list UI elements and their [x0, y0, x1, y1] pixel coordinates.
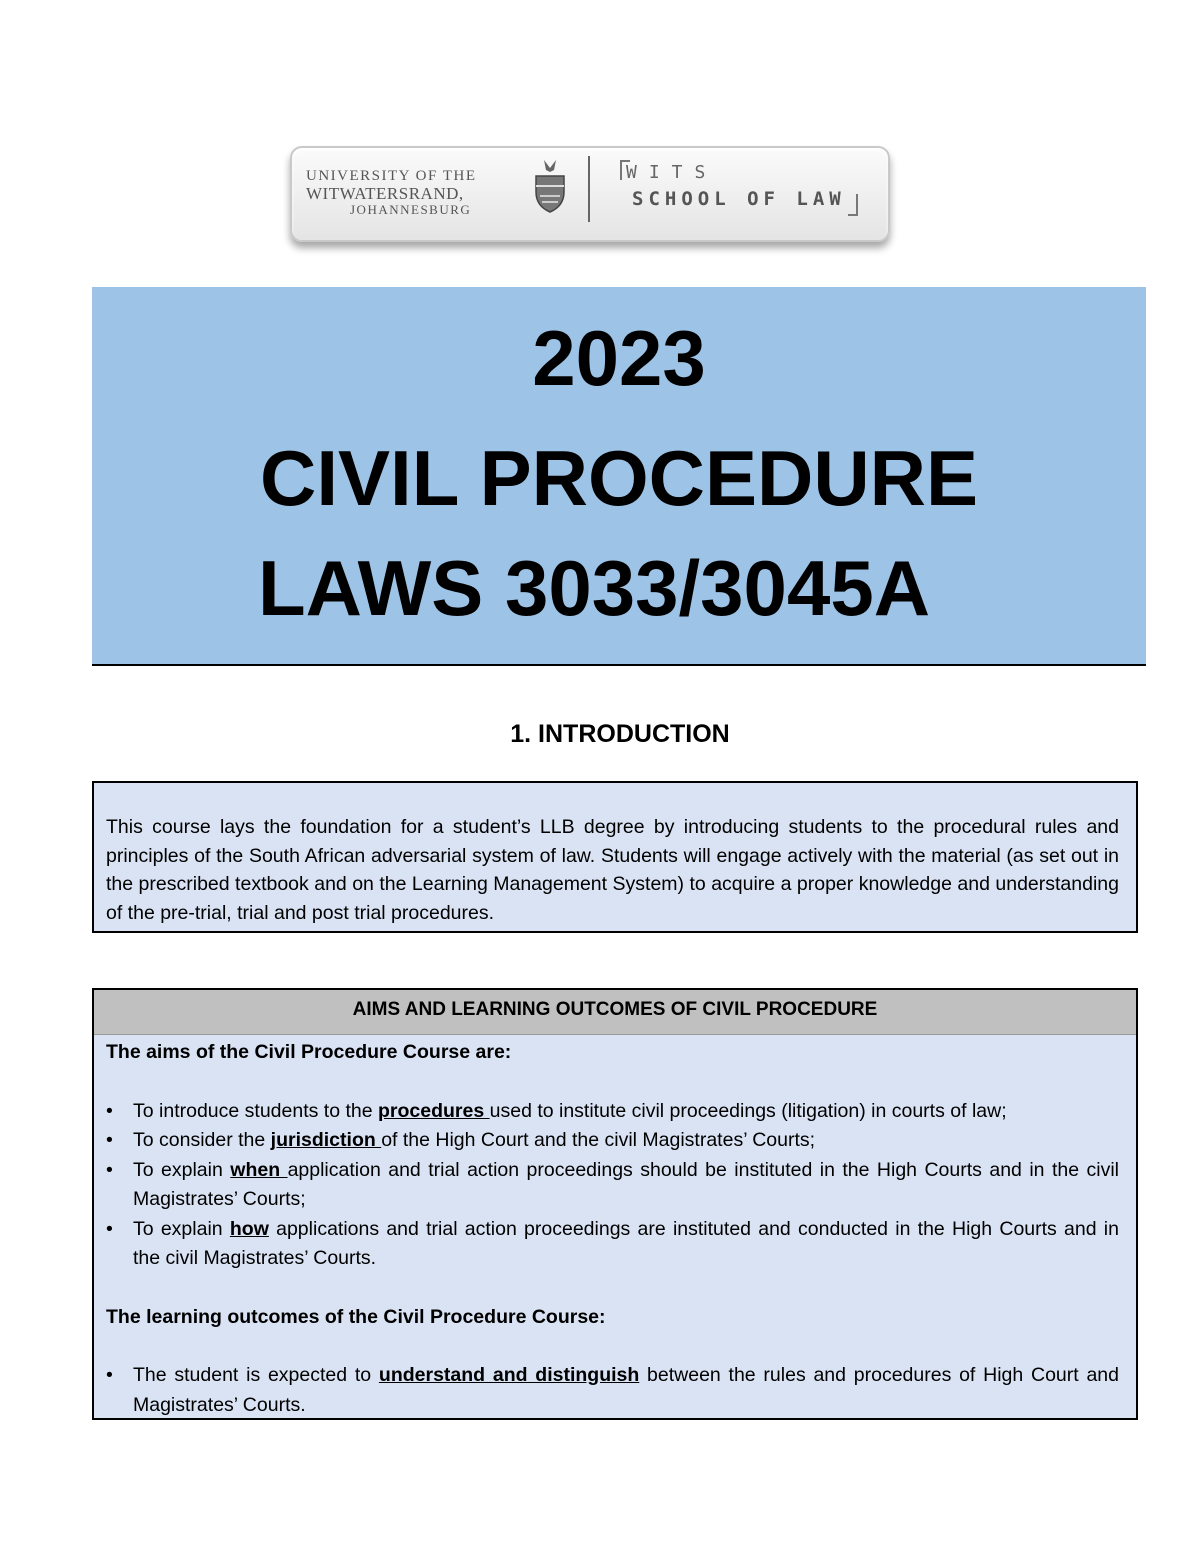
outcome-item-1	[106, 1361, 1119, 1420]
university-line-2: WITWATERSRAND,	[306, 184, 464, 203]
aim-4-key: how	[229, 1217, 269, 1240]
aim-4-pre: To explain	[133, 1217, 230, 1240]
aim-2-key: jurisdiction	[270, 1129, 382, 1151]
logo-divider	[588, 156, 590, 222]
bullet-icon: •	[106, 1217, 113, 1240]
introduction-heading: 1. INTRODUCTION	[510, 720, 730, 748]
bullet-icon: •	[106, 1158, 113, 1181]
aims-box	[92, 988, 1138, 1420]
introduction-box	[92, 781, 1138, 933]
aims-body	[106, 1038, 1119, 1420]
title-course-code: LAWS 3033/3045A	[258, 544, 931, 632]
aims-subheading: The aims of the Civil Procedure Course are:	[106, 1041, 512, 1063]
aim-3-post: application and trial action proceedings should be instituted in the High Courts and in the civil Magistrates’ Courts;	[133, 1158, 1119, 1210]
aim-item-1	[106, 1097, 1119, 1127]
logo-bracket-bottom	[848, 194, 858, 216]
aim-3-key: when	[230, 1158, 288, 1181]
outcome-1-pre: The student is expected to	[133, 1364, 379, 1386]
introduction-text: This course lays the foundation for a student’s LLB degree by introducing students to the procedural rules and principles of the South African adversarial system of law. Students will engage actively with the material (as set out in the prescribed textbook and on the Learning Management System) to acquire a proper knowledge and understanding of the pre-trial, trial and post trial procedures.	[106, 816, 1119, 925]
university-name	[306, 168, 477, 217]
aim-4-post: applications and trial action proceedings are instituted and conducted in the High Courts and in the civil Magistrates’ Courts.	[133, 1217, 1119, 1269]
aim-3-pre: To explain	[133, 1158, 231, 1181]
title-year: 2023	[532, 314, 706, 402]
bullet-icon: •	[106, 1129, 113, 1151]
aim-1-pre: To introduce students to the	[133, 1099, 378, 1122]
outcome-1-post: between the rules and procedures of High Court and Magistrates’ Courts.	[133, 1364, 1119, 1416]
bullet-icon: •	[106, 1099, 113, 1122]
aim-1-key: procedures	[378, 1099, 490, 1122]
outcomes-subheading: The learning outcomes of the Civil Procedure Course:	[106, 1305, 606, 1328]
aim-2-pre: To consider the	[133, 1129, 271, 1151]
crest-icon	[530, 154, 570, 216]
bullet-icon: •	[106, 1364, 113, 1386]
title-banner	[92, 287, 1146, 666]
university-line-3: JOHANNESBURG	[350, 202, 472, 217]
outcomes-list	[106, 1361, 1119, 1420]
aim-item-3	[106, 1156, 1119, 1215]
school-of-law-wordmark: SCHOOL OF LAW	[632, 188, 846, 210]
wits-wordmark: WITS	[626, 162, 718, 183]
aims-header: AIMS AND LEARNING OUTCOMES OF CIVIL PROCEDURE	[94, 990, 1136, 1035]
aim-item-2	[106, 1126, 1119, 1156]
aims-list	[106, 1097, 1119, 1274]
title-course: CIVIL PROCEDURE	[260, 434, 978, 522]
outcome-1-key: understand and distinguish	[378, 1364, 640, 1386]
aim-1-post: used to institute civil proceedings (litigation) in courts of law;	[489, 1099, 1007, 1122]
university-line-1: UNIVERSITY OF THE	[306, 168, 477, 184]
aim-2-post: of the High Court and the civil Magistrates’ Courts;	[381, 1129, 816, 1151]
aim-item-4	[106, 1215, 1119, 1274]
wits-school-of-law-logo	[290, 146, 890, 242]
